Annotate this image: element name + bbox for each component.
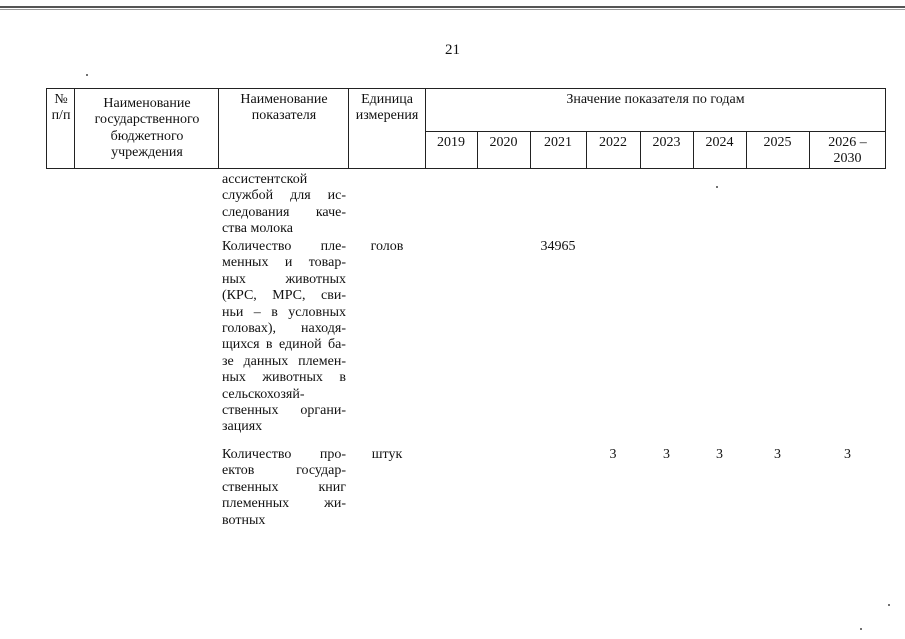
row-3-value-2024: 3: [716, 447, 723, 462]
header-year-2020: 2020: [489, 135, 518, 150]
header-unit: Единица измерения: [355, 92, 419, 124]
header-year-2026-2030: 2026 – 2030: [828, 135, 867, 167]
row-2-unit: голов: [370, 239, 404, 254]
top-border-rule-secondary: [0, 9, 905, 10]
header-year-2023: 2023: [652, 135, 681, 150]
header-institution: Наименование государственного бюджетного учреждения: [94, 96, 200, 161]
header-year-2022: 2022: [599, 135, 627, 150]
top-border-rule: [0, 6, 905, 8]
header-year-2019: 2019: [437, 135, 465, 150]
row-3-value-2025: 3: [774, 447, 781, 462]
row-3-unit: штук: [371, 447, 403, 462]
header-year-2021: 2021: [544, 135, 572, 150]
scan-speck: [716, 186, 718, 188]
scan-speck: [860, 628, 862, 630]
row-2-value-2021: 34965: [540, 239, 576, 254]
row-3-value-2023: 3: [663, 447, 670, 462]
row-3-value-2022: 3: [609, 447, 617, 462]
page-number: 21: [445, 42, 460, 58]
header-year-2025: 2025: [763, 135, 792, 150]
header-indicator: Наименование показателя: [240, 92, 328, 124]
row-1-indicator: ассистентской службой для ис- следования каче- ства молока: [222, 172, 346, 237]
scan-speck: [888, 604, 890, 606]
header-year-2024: 2024: [705, 135, 734, 150]
header-years-group: Значение показателя по годам: [566, 92, 745, 107]
row-3-indicator: Количество про- ектов государ- ственных книг племенных жи- вотных: [222, 447, 346, 528]
header-num: № п/п: [51, 92, 71, 124]
row-3-value-2026-2030: 3: [844, 447, 851, 462]
row-2-indicator: Количество пле- менных и товар- ных животных (КРС, МРС, сви- ньи – в условных головах), находя- щихся в единой ба- зе данных племен- ных животных в сельскохозяй- ственных органи- зациях: [222, 239, 346, 435]
scan-speck: [86, 74, 88, 76]
